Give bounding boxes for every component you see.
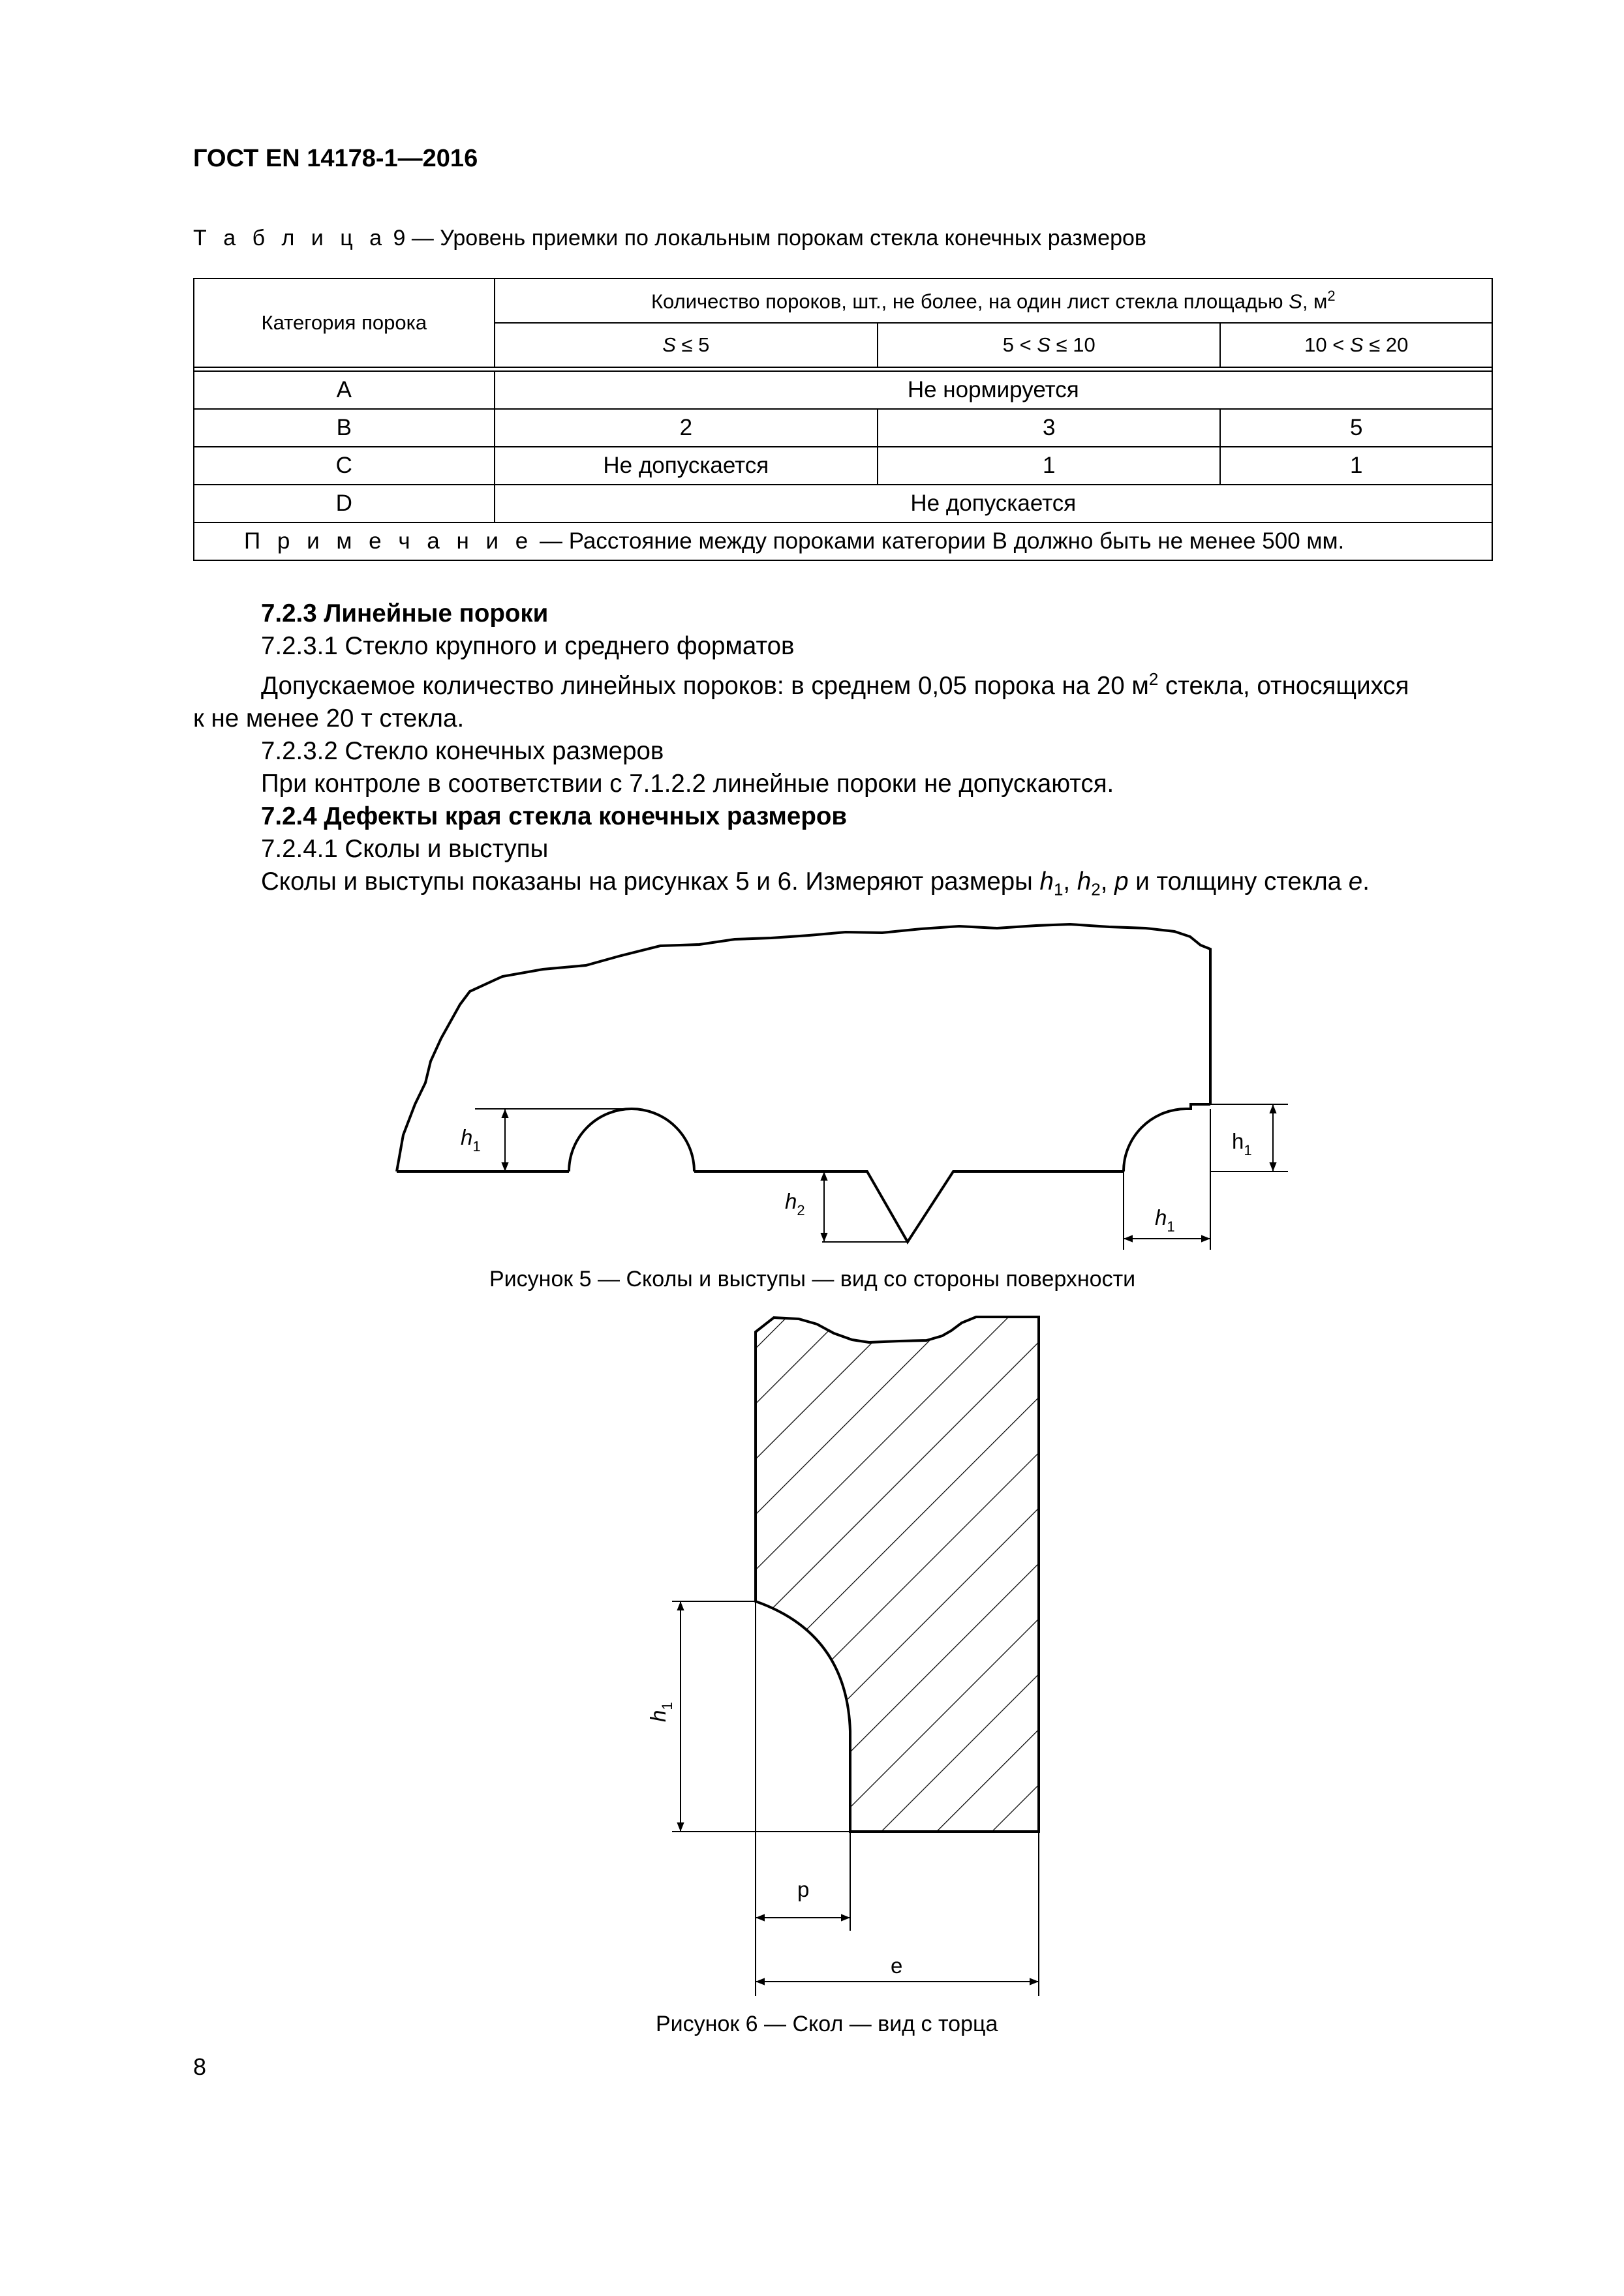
- header-category: Категория порока: [194, 279, 495, 367]
- cell-merged: Не допускается: [495, 485, 1492, 522]
- table-caption-label: Т а б л и ц а: [193, 226, 388, 250]
- table-note: П р и м е ч а н и е — Расстояние между пороками категории B должно быть не менее 500 мм.: [194, 522, 1492, 560]
- cell-category: A: [194, 371, 495, 409]
- figure-5-caption: Рисунок 5 — Сколы и выступы — вид со стороны поверхности: [489, 1267, 1136, 1292]
- section-7-2-3-1: 7.2.3.1 Стекло крупного и среднего форматов: [261, 632, 795, 660]
- glass-section-hatched: [756, 1317, 1039, 1832]
- paragraph-linear-defects: Допускаемое количество линейных пороков: в среднем 0,05 порока на 20 $м^2$ стекла, относящихся: [261, 669, 1409, 700]
- figure-6-caption: Рисунок 6 — Скол — вид с торца: [656, 2012, 998, 2036]
- cell-value: 1: [878, 447, 1220, 485]
- cell-merged: Не нормируется: [495, 371, 1492, 409]
- page-number: 8: [193, 2053, 207, 2080]
- label-h1-vertical: $h_1$: [646, 1702, 675, 1722]
- section-7-2-4-1: 7.2.4.1 Сколы и выступы: [261, 834, 549, 863]
- label-h1-left: $h_1$: [461, 1125, 481, 1155]
- cell-category: B: [194, 409, 495, 447]
- cell-category: C: [194, 447, 495, 485]
- label-h1-right: $h_1$: [1232, 1129, 1252, 1158]
- cell-category: D: [194, 485, 495, 522]
- section-7-2-3-2: 7.2.3.2 Стекло конечных размеров: [261, 736, 664, 765]
- section-7-2-3: 7.2.3 Линейные пороки: [261, 599, 549, 627]
- document-header: ГОСТ EN 14178-1—2016: [193, 145, 478, 172]
- paragraph-chips: Сколы и выступы показаны на рисунках 5 и 6. Измеряют размеры $h_1$, $h_2$, p и толщину стекла e.: [261, 867, 1370, 899]
- section-7-2-4: 7.2.4 Дефекты края стекла конечных размеров: [261, 802, 848, 830]
- header-s2: 5 < S ≤ 10: [878, 323, 1220, 367]
- table-caption-text: 9 — Уровень приемки по локальным порокам стекла конечных размеров: [393, 226, 1146, 250]
- paragraph-linear-defects-cont: к не менее 20 т стекла.: [193, 704, 465, 733]
- label-p: p: [797, 1877, 810, 1901]
- cell-value: 3: [878, 409, 1220, 447]
- cell-value: 1: [1220, 447, 1492, 485]
- paragraph-control: При контроле в соответствии с 7.1.2.2 линейные пороки не допускаются.: [261, 769, 1114, 798]
- header-quantity: Количество пороков, шт., не более, на один лист стекла площадью S, $м^2$: [495, 279, 1492, 323]
- cell-value: 5: [1220, 409, 1492, 447]
- label-h2: $h_2$: [785, 1189, 805, 1218]
- cell-value: 2: [495, 409, 878, 447]
- header-s1: S ≤ 5: [495, 323, 878, 367]
- header-s3: 10 < S ≤ 20: [1220, 323, 1492, 367]
- label-h1-bottom: $h_1$: [1155, 1205, 1175, 1235]
- cell-value: Не допускается: [495, 447, 878, 485]
- label-e: e: [891, 1954, 903, 1978]
